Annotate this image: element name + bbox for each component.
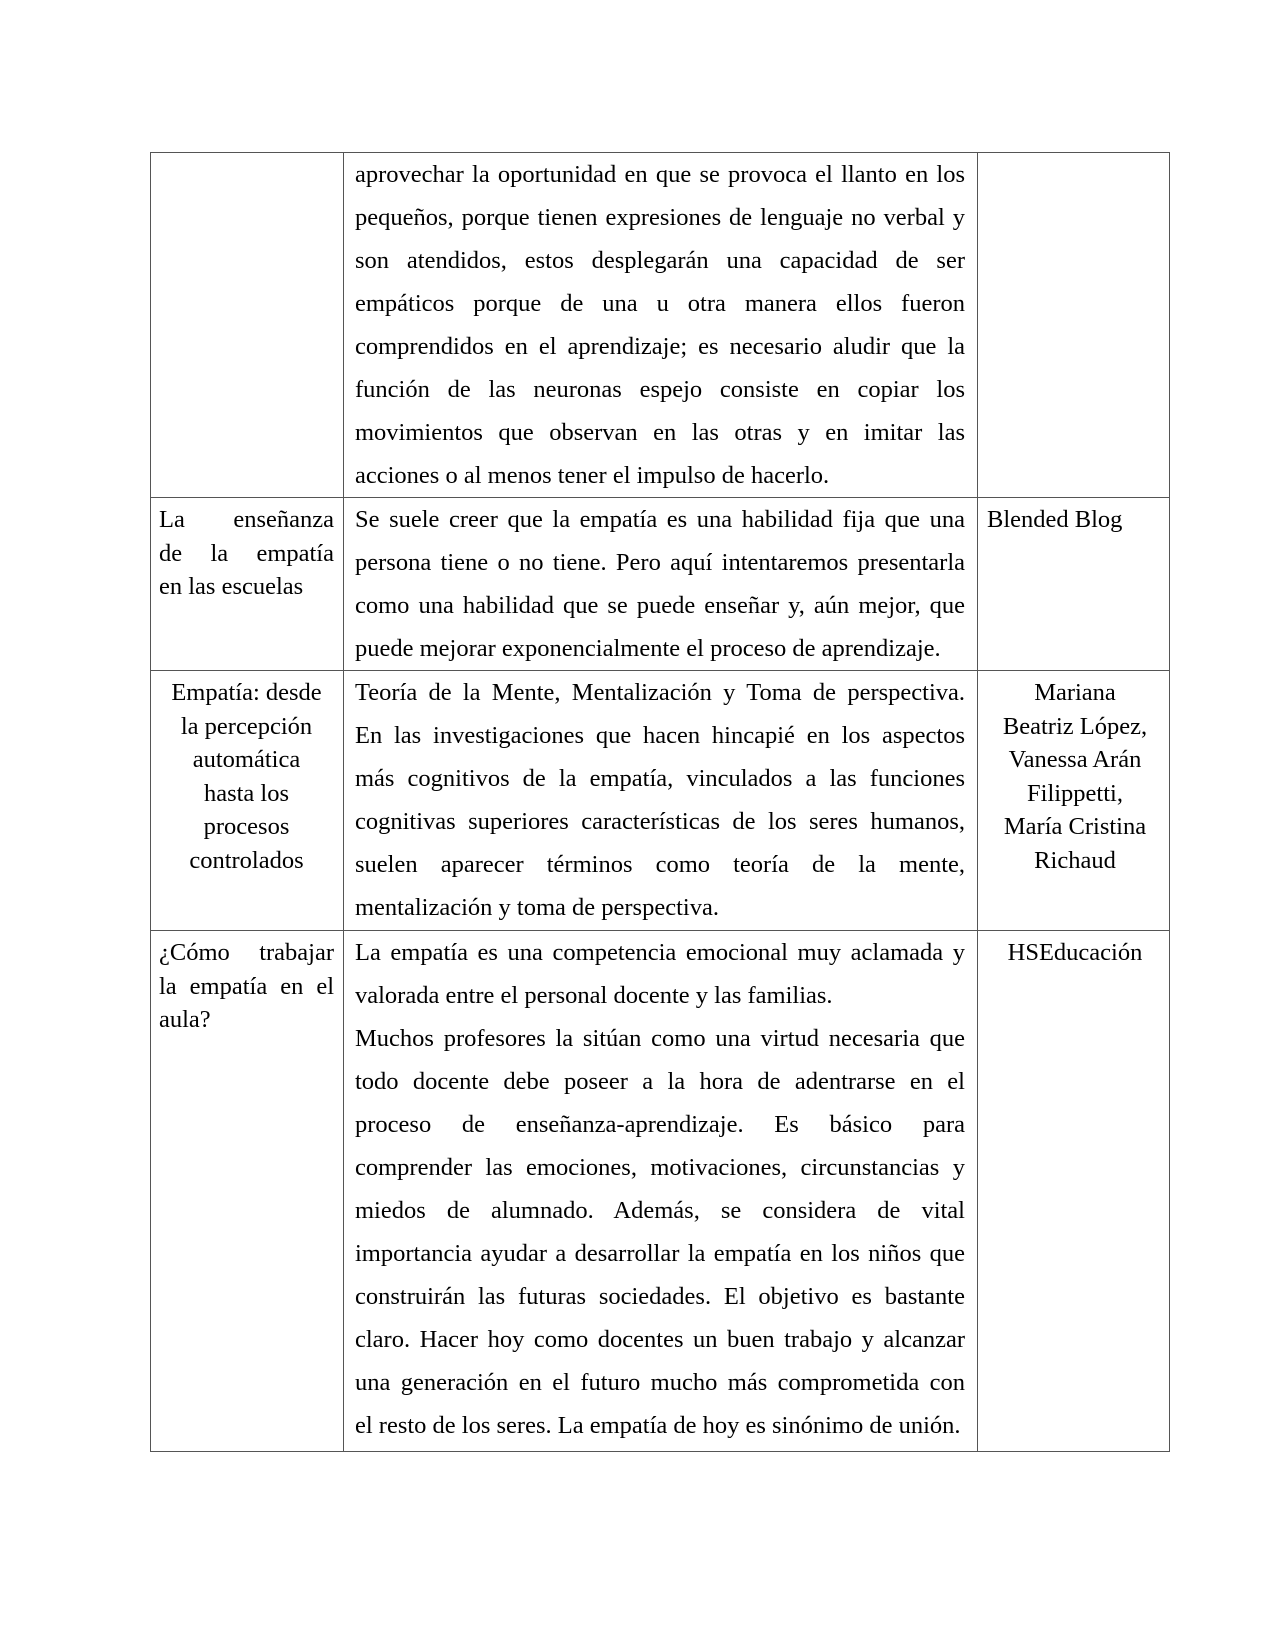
text-line: procesos	[203, 813, 290, 840]
cell-content	[344, 498, 978, 671]
paragraph	[355, 498, 965, 670]
text-line: la empatía en el	[159, 972, 334, 1000]
text-line: función de las neuronas espejo consiste en copiar los	[355, 376, 965, 403]
text-line: proceso de enseñanza-aprendizaje. Es básico para	[355, 1111, 965, 1138]
text-line: claro. Hacer hoy como docentes un buen trabajo y alcanzar	[355, 1326, 965, 1353]
text-line: La empatía es una competencia emocional muy aclamada y	[355, 939, 965, 966]
text-line: mentalización y toma de perspectiva.	[355, 894, 719, 921]
cell-source	[978, 931, 1170, 1452]
text-line: Mariana	[1034, 679, 1116, 706]
text-line: Vanessa Arán	[1008, 746, 1142, 773]
text-line: movimientos que observan en las otras y en imitar las	[355, 419, 965, 446]
paragraph	[355, 671, 965, 929]
text-line: valorada entre el personal docente y las familias.	[355, 982, 833, 1009]
paragraph	[355, 931, 965, 1017]
cell-topic	[151, 671, 344, 931]
table-row	[151, 671, 1170, 931]
text-line: María Cristina	[1003, 813, 1147, 840]
table-row	[151, 153, 1170, 498]
text-line: Muchos profesores la sitúan como una virtud necesaria que	[355, 1025, 965, 1052]
text-line: aula?	[159, 1006, 211, 1033]
text-line: Beatriz López,	[1002, 712, 1148, 740]
text-line: Filippetti,	[1027, 779, 1123, 807]
text-line: comprender las emociones, motivaciones, circunstancias y	[355, 1154, 965, 1181]
text-line: acciones o al menos tener el impulso de hacerlo.	[355, 462, 830, 489]
text-line: una generación en el futuro mucho más comprometida con	[355, 1369, 965, 1396]
cell-content	[344, 671, 978, 931]
cell-topic	[151, 931, 344, 1452]
cell-source	[978, 671, 1170, 931]
text-line: cognitivas superiores características de los seres humanos,	[355, 808, 965, 835]
table-body	[151, 153, 1170, 1452]
text-line: en las escuelas	[159, 573, 304, 600]
text-line: construirán las futuras sociedades. El objetivo es bastante	[355, 1283, 965, 1310]
text-line: Teoría de la Mente, Mentalización y Toma de perspectiva.	[355, 679, 965, 706]
text-line: Se suele creer que la empatía es una habilidad fija que una	[355, 506, 965, 533]
text-line: suelen aparecer términos como teoría de la mente,	[355, 851, 965, 878]
text-line: miedos de alumnado. Además, se considera de vital	[355, 1197, 965, 1224]
text-line: son atendidos, estos desplegarán una capacidad de ser	[355, 247, 965, 274]
text-line: En las investigaciones que hacen hincapié en los aspectos	[355, 722, 965, 749]
paragraph	[355, 153, 965, 497]
text-line: empáticos porque de una u otra manera ellos fueron	[355, 290, 965, 317]
text-line: como una habilidad que se puede enseñar y, aún mejor, que	[355, 592, 965, 619]
text-line: persona tiene o no tiene. Pero aquí intentaremos presentarla	[355, 549, 965, 576]
cell-source	[978, 153, 1170, 498]
table-row	[151, 931, 1170, 1452]
text-line: el resto de los seres. La empatía de hoy es sinónimo de unión.	[355, 1412, 961, 1439]
text-line: Blended Blog	[987, 506, 1123, 533]
table-row	[151, 498, 1170, 671]
empathy-sources-table	[150, 152, 1170, 1452]
text-line: comprendidos en el aprendizaje; es necesario aludir que la	[355, 333, 965, 360]
text-line: importancia ayudar a desarrollar la empatía en los niños que	[355, 1240, 965, 1267]
text-line: Richaud	[1034, 846, 1116, 874]
cell-topic	[151, 498, 344, 671]
text-line: puede mejorar exponencialmente el proceso de aprendizaje.	[355, 635, 941, 662]
cell-source	[978, 498, 1170, 671]
cell-content	[344, 153, 978, 498]
text-line: automática	[192, 746, 301, 773]
paragraph	[355, 1017, 965, 1447]
text-line: ¿Cómo trabajar	[159, 939, 334, 966]
cell-topic	[151, 153, 344, 498]
cell-content	[344, 931, 978, 1452]
text-line: pequeños, porque tienen expresiones de lenguaje no verbal y	[355, 204, 965, 231]
text-line: Empatía: desde	[171, 679, 322, 706]
text-line: hasta los	[203, 779, 290, 807]
text-line: de la empatía	[159, 539, 334, 567]
text-line: La enseñanza	[159, 506, 334, 533]
text-line: HSEducación	[1007, 939, 1143, 966]
text-line: la percepción	[180, 712, 313, 740]
text-line: más cognitivos de la empatía, vinculados a las funciones	[355, 765, 965, 792]
text-line: controlados	[189, 846, 304, 874]
text-line: aprovechar la oportunidad en que se provoca el llanto en los	[355, 161, 965, 188]
text-line: todo docente debe poseer a la hora de adentrarse en el	[355, 1068, 965, 1095]
